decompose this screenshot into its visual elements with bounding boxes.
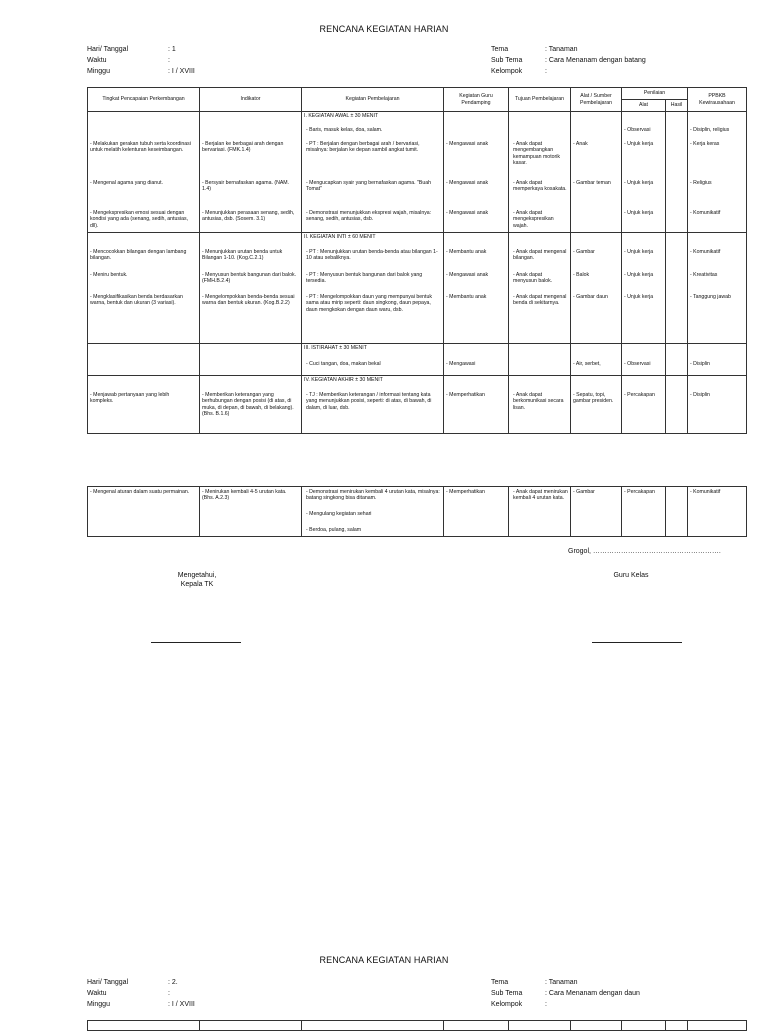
akhir2-tpp: - Mengenal aturan dalam suatu permainan. xyxy=(88,487,200,537)
istirahat-keg: - Cuci tangan, doa, makan bekal xyxy=(306,361,381,367)
left-labels xyxy=(87,44,128,77)
inti-guru-cell xyxy=(444,233,509,344)
section-akhir-title: IV. KEGIATAN AKHIR ± 30 MENIT xyxy=(304,377,383,383)
istirahat-tujuan-cell xyxy=(509,344,571,376)
section-awal-title: I. KEGIATAN AWAL ± 30 MENIT xyxy=(304,113,379,119)
rkh-table-continued xyxy=(87,486,747,537)
page-title: RENCANA KEGIATAN HARIAN xyxy=(319,24,449,34)
page2-cell xyxy=(666,1021,688,1031)
value-waktu: : xyxy=(168,57,170,64)
inti-alat-cell xyxy=(571,233,622,344)
value-hari: : 1 xyxy=(168,46,176,53)
page2-value-waktu: : xyxy=(168,990,170,997)
inti-ind-cell xyxy=(200,233,302,344)
awal-r3-pen: - Unjuk kerja xyxy=(624,210,654,216)
awal-r1-ppbkb: - Kerja keras xyxy=(690,141,720,147)
inti-r2-tujuan: - Anak dapat menyusun balok. xyxy=(513,272,553,285)
signature-headmaster xyxy=(157,571,237,589)
akhir2-tujuan: - Anak dapat menirukan kembali 4 urutan kata. xyxy=(509,487,571,537)
awal-r1-tujuan: - Anak dapat mengembangkan kemampuan motorik kasar. xyxy=(513,141,560,166)
page2-cell xyxy=(200,1021,302,1031)
akhir2-pen: - Percakapan xyxy=(622,487,666,537)
akhir-ppbkb-cell xyxy=(688,376,747,434)
inti-r1-tujuan: - Anak dapat mengenal bilangan. xyxy=(513,249,567,262)
istirahat-alat: - Air, serbet, xyxy=(573,361,601,367)
akhir-hasil-cell xyxy=(666,376,688,434)
istirahat-ppbkb: - Disiplin xyxy=(690,361,710,367)
inti-hasil-cell xyxy=(666,233,688,344)
header-alat: Alat / Sumber Pembelajaran xyxy=(571,88,622,112)
awal-r3-keg: - Demonstrasi menunjukkan ekspresi wajah, misalnya: senang, sedih, antusias, dsb. xyxy=(306,210,432,223)
istirahat-guru-cell xyxy=(444,344,509,376)
istirahat-pen: - Observasi xyxy=(624,361,651,367)
awal-r1-tpp: - Melakukan gerakan tubuh serta koordinasi untuk melatih kelenturan keseimbangan. xyxy=(90,141,191,154)
istirahat-ppbkb-cell xyxy=(688,344,747,376)
label-kelompok: Kelompok xyxy=(491,68,523,75)
inti-tujuan-cell xyxy=(509,233,571,344)
akhir-pen: - Percakapan xyxy=(624,392,655,398)
page2-cell xyxy=(571,1021,622,1031)
page2-value-tema: : Tanaman xyxy=(545,979,578,986)
istirahat-hasil-cell xyxy=(666,344,688,376)
header-row xyxy=(88,88,747,100)
akhir2-keg-cell xyxy=(302,487,444,537)
section-inti-title: II. KEGIATAN INTI ± 60 MENIT xyxy=(304,234,376,240)
awal-r2-pen: - Unjuk kerja xyxy=(624,180,654,186)
inti-r3-tujuan: - Anak dapat mengenal benda di sekitarnya. xyxy=(513,294,567,307)
inti-r2-ppbkb: - Kreativitas xyxy=(690,272,718,278)
header-guru: Kegiatan Guru Pendamping xyxy=(444,88,509,112)
inti-r1-pen: - Unjuk kerja xyxy=(624,249,654,255)
akhir2-row xyxy=(88,487,747,537)
awal-baris: - Baris, masuk kelas, doa, salam. xyxy=(306,127,383,133)
inti-pen-cell xyxy=(622,233,666,344)
inti-r1-keg: - PT : Menunjukkan urutan benda-benda atau bilangan 1-10 atau sebaliknya. xyxy=(306,249,438,262)
page2-label-tema: Tema xyxy=(491,979,509,986)
value-subtema: : Cara Menanam dengan batang xyxy=(545,57,646,64)
inti-r1-guru: - Membantu anak xyxy=(446,249,487,255)
awal-pen-cell xyxy=(622,112,666,233)
header-ppbkb: PPBKB Kewirausahaan xyxy=(688,88,747,112)
akhir2-keg3: - Berdoa, pulang, salam xyxy=(306,527,362,533)
place-date: Grogol, ………………………………………………. xyxy=(568,548,721,555)
left-values xyxy=(168,44,195,77)
page2-left-values xyxy=(168,977,195,1010)
label-hari: Hari/ Tanggal xyxy=(87,46,129,53)
awal-r1-ind: - Berjalan ke berbagai arah dengan bervariasi. (FMK.1.4) xyxy=(202,141,284,154)
value-minggu: : I / XVIII xyxy=(168,68,195,75)
istirahat-guru: - Mengawasi xyxy=(446,361,476,367)
inti-r1-ind: - Menunjukkan urutan benda untuk Bilangan 1-10. (Kog.C.2.1) xyxy=(202,249,283,262)
inti-r2-tpp: - Meniru bentuk. xyxy=(90,272,128,278)
akhir2-hasil xyxy=(666,487,688,537)
awal-r2-alat: - Gambar teman xyxy=(573,180,611,186)
label-minggu: Minggu xyxy=(87,68,110,75)
page2-table xyxy=(87,1020,747,1031)
inti-r2-keg: - PT : Menyusun bentuk bangunan dari balok yang tersedia. xyxy=(306,272,423,285)
akhir-tpp-cell xyxy=(88,376,200,434)
inti-ppbkb-cell xyxy=(688,233,747,344)
page2-left-labels xyxy=(87,977,128,1010)
header-indikator: Indikator xyxy=(200,88,302,112)
label-waktu: Waktu xyxy=(87,57,107,64)
awal-r2-ind: - Bersyair bernafaskan agama. (NAM. 1.4) xyxy=(202,180,290,193)
signature-line-headmaster xyxy=(151,642,241,643)
page2-value-subtema: : Cara Menanam dengan daun xyxy=(545,990,640,997)
akhir2-ppbkb: - Komunikatif xyxy=(688,487,747,537)
section-awal-row xyxy=(88,112,747,233)
akhir2-guru: - Memperhatikan xyxy=(444,487,509,537)
rkh-table xyxy=(87,87,747,434)
awal-r2-keg: - Mengucapkan syair yang bernafaskan agama. "Buah Tomat" xyxy=(306,180,431,193)
page2-cell xyxy=(88,1021,200,1031)
value-kelompok: : xyxy=(545,68,547,75)
page2-label-minggu: Minggu xyxy=(87,1001,110,1008)
akhir2-keg2: - Mengulang kegiatan sehari xyxy=(306,511,372,517)
page2-table-top-row xyxy=(88,1021,747,1031)
akhir2-alat: - Gambar xyxy=(571,487,622,537)
section-akhir-row xyxy=(88,376,747,434)
inti-r3-ppbkb: - Tanggung jawab xyxy=(690,294,731,300)
mengetahui-label: Mengetahui, xyxy=(177,572,217,579)
awal-observasi: - Observasi xyxy=(624,127,651,133)
label-tema: Tema xyxy=(491,46,509,53)
header-penilaian: Penilaian xyxy=(622,88,688,100)
inti-r1-ppbkb: - Komunikatif xyxy=(690,249,721,255)
section-inti-row xyxy=(88,233,747,344)
akhir2-keg1: - Demonstrasi menirukan kembali 4 urutan kata, misalnya: batang singkong bisa ditanam. xyxy=(306,489,440,502)
awal-r3-tujuan: - Anak dapat mengekspresikan wajah. xyxy=(513,210,554,229)
akhir-guru: - Memperhatikan xyxy=(446,392,485,398)
page2-title: RENCANA KEGIATAN HARIAN xyxy=(319,955,449,965)
inti-tpp-cell xyxy=(88,233,200,344)
awal-r3-ind: - Menunjukkan perasaan senang, sedih, antusias, dsb. (Sosem. 3.1) xyxy=(202,210,295,223)
page2-value-kelompok: : xyxy=(545,1001,547,1008)
inti-r3-keg: - PT : Mengelompokkan daun yang mempunyai bentuk sama atau mirip seperti: daun singkong, daun pepaya, daun mengkokan dengan daun waru, dsb. xyxy=(306,294,432,313)
page2-right-labels xyxy=(491,977,522,1010)
signature-teacher xyxy=(593,571,669,580)
header-tujuan: Tujuan Pembelajaran xyxy=(509,88,571,112)
inti-r2-guru: - Mengawasi anak xyxy=(446,272,489,278)
awal-r1-guru: - Mengawasi anak xyxy=(446,141,489,147)
kepala-label: Kepala TK xyxy=(180,581,214,588)
awal-r1-keg: - PT : Berjalan dengan berbagai arah / bervariasi, misalnya: berjalan ke depan sambil angkat tumit. xyxy=(306,141,420,154)
akhir-alat: - Sepatu, topi, gambar presiden. xyxy=(573,392,614,405)
istirahat-keg-cell xyxy=(302,344,444,376)
inti-r3-tpp: - Mengklasifikasikan benda berdasarkan warna, bentuk dan ukuran (3 variasi). xyxy=(90,294,183,307)
akhir-ppbkb: - Disiplin xyxy=(690,392,710,398)
label-subtema: Sub Tema xyxy=(491,57,523,64)
istirahat-alat-cell xyxy=(571,344,622,376)
istirahat-pen-cell xyxy=(622,344,666,376)
awal-r1-pen: - Unjuk kerja xyxy=(624,141,654,147)
akhir-alat-cell xyxy=(571,376,622,434)
page2-label-kelompok: Kelompok xyxy=(491,1001,523,1008)
page2-label-waktu: Waktu xyxy=(87,990,107,997)
inti-keg-cell xyxy=(302,233,444,344)
signature-line-teacher xyxy=(592,642,682,643)
awal-r2-tpp: - Mengenal agama yang dianut. xyxy=(90,180,163,186)
awal-r3-guru: - Mengawasi anak xyxy=(446,210,489,216)
page2-value-minggu: : I / XVIII xyxy=(168,1001,195,1008)
awal-alat-cell xyxy=(571,112,622,233)
istirahat-ind-cell xyxy=(200,344,302,376)
awal-ppbkb-cell xyxy=(688,112,747,233)
istirahat-tpp-cell xyxy=(88,344,200,376)
page2-cell xyxy=(688,1021,747,1031)
inti-r3-guru: - Membantu anak xyxy=(446,294,487,300)
awal-keg-cell xyxy=(302,112,444,233)
inti-r3-ind: - Mengelompokkan benda-benda sesuai warna dan bentuk ukuran. (Kog.B.2.2) xyxy=(202,294,295,307)
inti-r3-alat: - Gambar daun xyxy=(573,294,608,300)
akhir-tujuan: - Anak dapat berkomunikasi secara lisan. xyxy=(513,392,564,411)
awal-tujuan-cell xyxy=(509,112,571,233)
akhir-ind: - Memberikan keterangan yang berhubungan dengan posisi (di atas, di muka, di depan, di bawah, di belakang). (Bhs. B.1.6) xyxy=(202,392,294,417)
awal-disiplin: - Disiplin, religius xyxy=(690,127,730,133)
header-pen-hasil: Hasil xyxy=(666,100,688,112)
header-kegiatan: Kegiatan Pembelajaran xyxy=(302,88,444,112)
page2-value-hari: : 2. xyxy=(168,979,178,986)
value-tema: : Tanaman xyxy=(545,46,578,53)
header-tpp: Tingkat Pencapaian Perkembangan xyxy=(88,88,200,112)
awal-r1-alat: - Anak xyxy=(573,141,588,147)
page2-cell xyxy=(302,1021,444,1031)
akhir-pen-cell xyxy=(622,376,666,434)
inti-r2-ind: - Menyusun bentuk bangunan dari balok. (FMH.B.2.4) xyxy=(202,272,297,285)
akhir2-ind: - Menirukan kembali 4-5 urutan kata. (Bhs. A.2.3) xyxy=(200,487,302,537)
awal-r3-tpp: - Mengekspresikan emosi sesuai dengan kondisi yang ada (senang, sedih, antusias, dll). xyxy=(90,210,189,229)
akhir-ind-cell xyxy=(200,376,302,434)
awal-guru-cell xyxy=(444,112,509,233)
page2-cell xyxy=(444,1021,509,1031)
page2-right-values xyxy=(545,977,640,1010)
awal-r3-ppbkb: - Komunikatif xyxy=(690,210,721,216)
right-labels xyxy=(491,44,522,77)
section-istirahat-title: III. ISTIRAHAT ± 30 MENIT xyxy=(304,345,367,351)
akhir-tpp: - Menjawab pertanyaan yang lebih kompleks. xyxy=(90,392,170,405)
page2-cell xyxy=(509,1021,571,1031)
awal-r2-guru: - Mengawasi anak xyxy=(446,180,489,186)
awal-ind-cell xyxy=(200,112,302,233)
header-pen-alat: Alat xyxy=(622,100,666,112)
inti-r1-alat: - Gambar xyxy=(573,249,595,255)
akhir-keg: - TJ : Memberikan keterangan / informasi tentang kata yang menunjukkan posisi, seperti: di atas, di bawah, di dalam, di luar, dsb. xyxy=(306,392,432,411)
inti-r2-alat: - Balok xyxy=(573,272,590,278)
page2-cell xyxy=(622,1021,666,1031)
awal-r2-tujuan: - Anak dapat memperkaya kosakata. xyxy=(513,180,567,193)
guru-kelas-label: Guru Kelas xyxy=(613,572,649,579)
akhir-tujuan-cell xyxy=(509,376,571,434)
inti-r2-pen: - Unjuk kerja xyxy=(624,272,654,278)
awal-r2-ppbkb: - Religius xyxy=(690,180,712,186)
page2-label-subtema: Sub Tema xyxy=(491,990,523,997)
page2-label-hari: Hari/ Tanggal xyxy=(87,979,129,986)
awal-tpp-cell xyxy=(88,112,200,233)
akhir-keg-cell xyxy=(302,376,444,434)
inti-r3-pen: - Unjuk kerja xyxy=(624,294,654,300)
right-values xyxy=(545,44,646,77)
inti-r1-tpp: - Mencocokkan bilangan dengan lambang bilangan. xyxy=(90,249,187,262)
akhir-guru-cell xyxy=(444,376,509,434)
awal-hasil-cell xyxy=(666,112,688,233)
section-istirahat-row xyxy=(88,344,747,376)
